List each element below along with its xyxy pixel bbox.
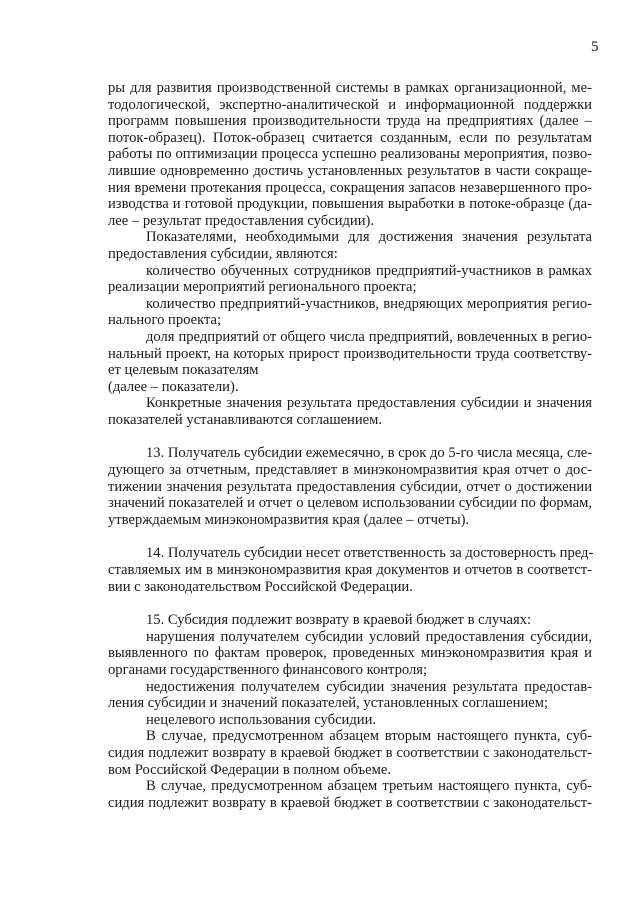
text-line: недостижения получателем субсидии значения результата предостав-: [146, 678, 592, 695]
text-line: В случае, предусмотренном абзацем третьим настоящего пункта, суб-: [146, 778, 592, 795]
text-line: В случае, предусмотренном абзацем вторым настоящего пункта, суб-: [146, 728, 592, 745]
text-line: показателей устанавливаются соглашением.: [108, 411, 383, 428]
section-1: [108, 80, 592, 428]
document-body: [108, 80, 592, 811]
text-line: лившие одновременно достичь установленных результатов в части сокраще-: [108, 162, 592, 179]
text-line: ры для развития производственной системы в рамках организационной, ме-: [108, 80, 592, 96]
text-line: вом Российской Федерации в полном объеме.: [108, 761, 392, 778]
text-line: Показателями, необходимыми для достижения значения результата: [146, 229, 592, 246]
text-line: выявленного по фактам проверок, проведенных минэкономразвития края и: [108, 645, 592, 662]
text-line: реализации мероприятий регионального проекта;: [108, 279, 417, 296]
text-line: нарушения получателем субсидии условий предоставления субсидии,: [146, 628, 592, 645]
text-line: нального проекта;: [108, 312, 222, 329]
text-line: ления субсидии и значений показателей, установленных соглашением;: [108, 695, 549, 712]
text-line: 15. Субсидия подлежит возврату в краевой бюджет в случаях:: [146, 612, 532, 629]
section-gap: [108, 428, 592, 445]
text-line: изводства и готовой продукции, повышения выработки в потоке-образце (да-: [108, 196, 592, 213]
text-line: лее – результат предоставления субсидии).: [108, 212, 375, 229]
text-line: органами государственного финансового контроля;: [108, 662, 428, 678]
section-gap: [108, 595, 592, 612]
text-line: предоставления субсидии, являются:: [108, 245, 338, 262]
text-line: вии с законодательством Российской Федерации.: [108, 578, 413, 595]
text-line: нецелевого использования субсидии.: [146, 711, 377, 728]
text-line: утверждаемым минэкономразвития края (далее – отчеты).: [108, 511, 470, 528]
text-line: 13. Получатель субсидии ежемесячно, в срок до 5-го числа месяца, сле-: [146, 445, 593, 462]
section-3: [108, 545, 592, 595]
text-line: работы по оптимизации процесса успешно реализованы мероприятия, позво-: [108, 146, 592, 163]
page-number: 5: [591, 39, 599, 55]
text-line: значений показателей и отчет о целевом использовании субсидии по формам,: [108, 495, 592, 512]
text-line: сидия подлежит возврату в краевой бюджет в соответствии с законодательст-: [108, 744, 592, 761]
text-line: программ повышения производительности труда на предприятиях (далее –: [108, 113, 592, 130]
text-line: (далее – показатели).: [108, 378, 239, 395]
text-line: тижении значения результата предоставления субсидии, отчет о достижении: [108, 478, 592, 495]
text-line: ставляемых им в минэкономразвития края документов и отчетов в соответст-: [108, 562, 592, 579]
text-line: тодологической, экспертно-аналитической и информационной поддержки: [108, 96, 592, 113]
text-line: поток-образец). Поток-образец считается созданным, если по результатам: [108, 129, 592, 146]
text-line: количество предприятий-участников, внедряющих мероприятия регио-: [146, 295, 592, 312]
text-line: ет целевым показателям: [108, 362, 259, 379]
text-line: дующего за отчетным, представляет в минэкономразвития края отчет о дос-: [108, 462, 592, 479]
text-line: сидия подлежит возврату в краевой бюджет в соответствии с законодательст-: [108, 794, 592, 811]
section-4: [108, 612, 592, 811]
text-line: ния времени протекания процесса, сокращения запасов незавершенного про-: [108, 179, 592, 196]
text-line: количество обученных сотрудников предприятий-участников в рамках: [146, 262, 592, 279]
text-line: 14. Получатель субсидии несет ответственность за достоверность пред-: [146, 545, 594, 562]
section-2: [108, 445, 592, 528]
text-line: доля предприятий от общего числа предприятий, вовлеченных в регио-: [146, 328, 592, 345]
section-gap: [108, 528, 592, 545]
text-line: нальный проект, на которых прирост производительности труда соответству-: [108, 345, 592, 362]
text-line: Конкретные значения результата предоставления субсидии и значения: [146, 395, 592, 412]
